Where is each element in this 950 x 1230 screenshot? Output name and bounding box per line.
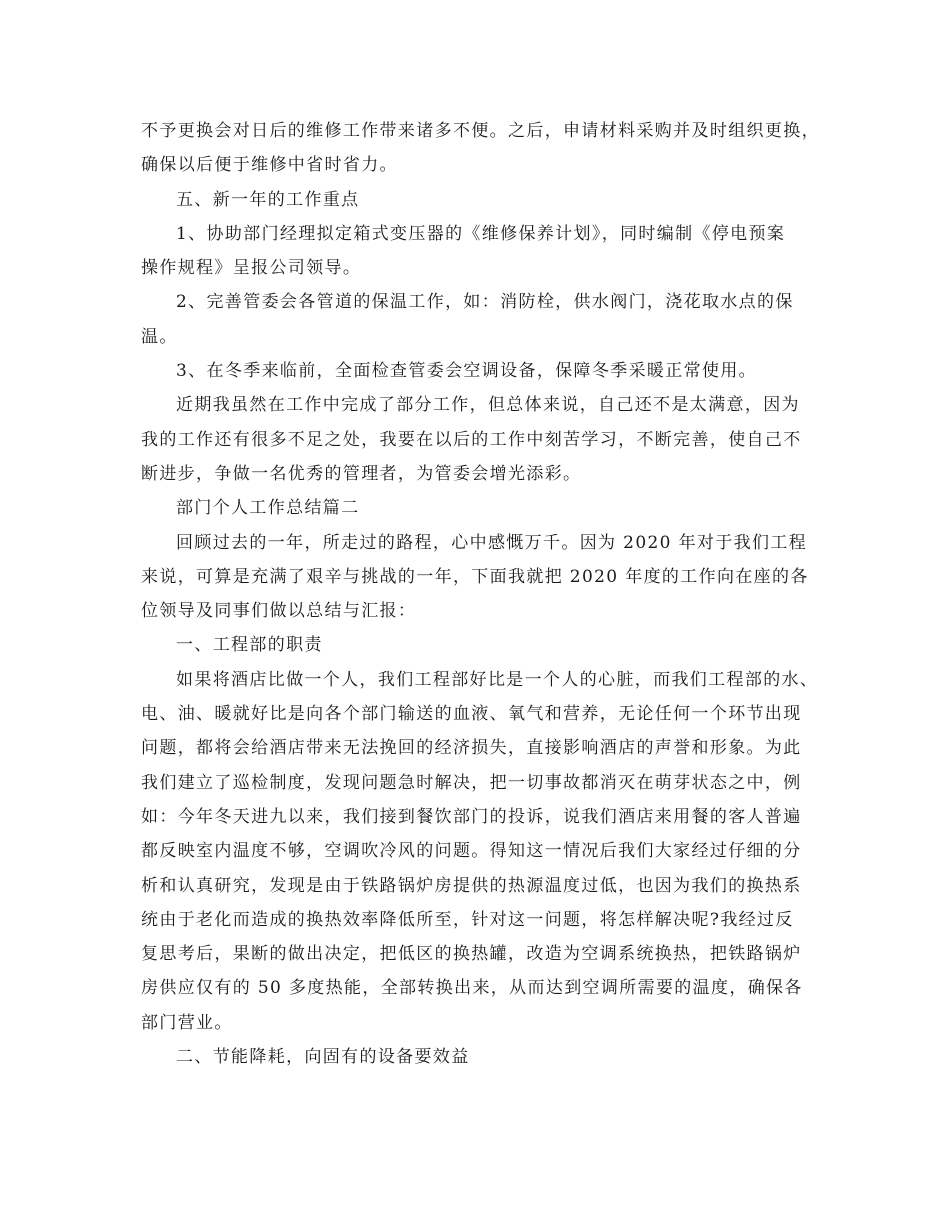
paragraph-line: 我们建立了巡检制度，发现问题急时解决，把一切事故都消灭在萌芽状态之中，例	[141, 772, 802, 793]
section-heading: 部门个人工作总结篇二	[176, 498, 360, 519]
paragraph-line: 操作规程》呈报公司领导。	[141, 258, 362, 279]
paragraph-line: 断进步，争做一名优秀的管理者，为管委会增光添彩。	[141, 463, 582, 484]
paragraph-line: 1、协助部门经理拟定箱式变压器的《维修保养计划》，同时编制《停电预案	[176, 223, 786, 244]
paragraph-line: 不予更换会对日后的维修工作带来诸多不便。之后，申请材料采购并及时组织更换，	[141, 121, 820, 141]
paragraph-line: 回顾过去的一年，所走过的路程，心中感慨万千。因为 2020 年对于我们工程	[176, 532, 808, 553]
paragraph-line: 如果将酒店比做一个人，我们工程部好比是一个人的心脏，而我们工程部的水、	[176, 669, 819, 690]
paragraph-line: 温。	[141, 326, 178, 347]
paragraph-line: 问题，都将会给酒店带来无法挽回的经济损失，直接影响酒店的声誉和形象。为此	[141, 738, 802, 759]
paragraph-line: 来说，可算是充满了艰辛与挑战的一年，下面我就把 2020 年度的工作向在座的各	[141, 566, 809, 587]
paragraph-line: 我的工作还有很多不足之处，我要在以后的工作中刻苦学习，不断完善，使自己不	[141, 429, 802, 450]
section-heading: 一、工程部的职责	[176, 635, 323, 656]
document-body	[141, 114, 831, 1074]
paragraph-line: 3、在冬季来临前，全面检查管委会空调设备，保障冬季采暖正常使用。	[176, 361, 758, 382]
section-heading: 二、节能降耗，向固有的设备要效益	[176, 1047, 470, 1068]
paragraph-line: 确保以后便于维修中省时省力。	[141, 155, 398, 176]
paragraph-line: 房供应仅有的 50 多度热能，全部转换出来，从而达到空调所需要的温度，确保各	[141, 978, 803, 999]
paragraph-line: 电、油、暖就好比是向各个部门输送的血液、氧气和营养，无论任何一个环节出现	[141, 704, 802, 725]
paragraph-line: 2、完善管委会各管道的保温工作，如：消防栓，供水阀门，浇花取水点的保	[176, 292, 794, 313]
section-heading: 五、新一年的工作重点	[176, 189, 360, 210]
paragraph-line: 近期我虽然在工作中完成了部分工作，但总体来说，自己还不是太满意，因为	[176, 395, 800, 416]
paragraph-line: 析和认真研究，发现是由于铁路锅炉房提供的热源温度过低，也因为我们的换热系	[141, 875, 802, 896]
paragraph-line: 复思考后，果断的做出决定，把低区的换热罐，改造为空调系统换热，把铁路锅炉	[141, 944, 802, 965]
paragraph-line: 统由于老化而造成的换热效率降低所至，针对这一问题，将怎样解决呢?我经过反	[141, 909, 794, 930]
paragraph-line: 位领导及同事们做以总结与汇报：	[141, 601, 417, 622]
paragraph-line: 部门营业。	[141, 1012, 233, 1033]
paragraph-line: 如：今年冬天进九以来，我们接到餐饮部门的投诉，说我们酒店来用餐的客人普遍	[141, 806, 802, 827]
paragraph-line: 都反映室内温度不够，空调吹冷风的问题。得知这一情况后我们大家经过仔细的分	[141, 841, 802, 862]
